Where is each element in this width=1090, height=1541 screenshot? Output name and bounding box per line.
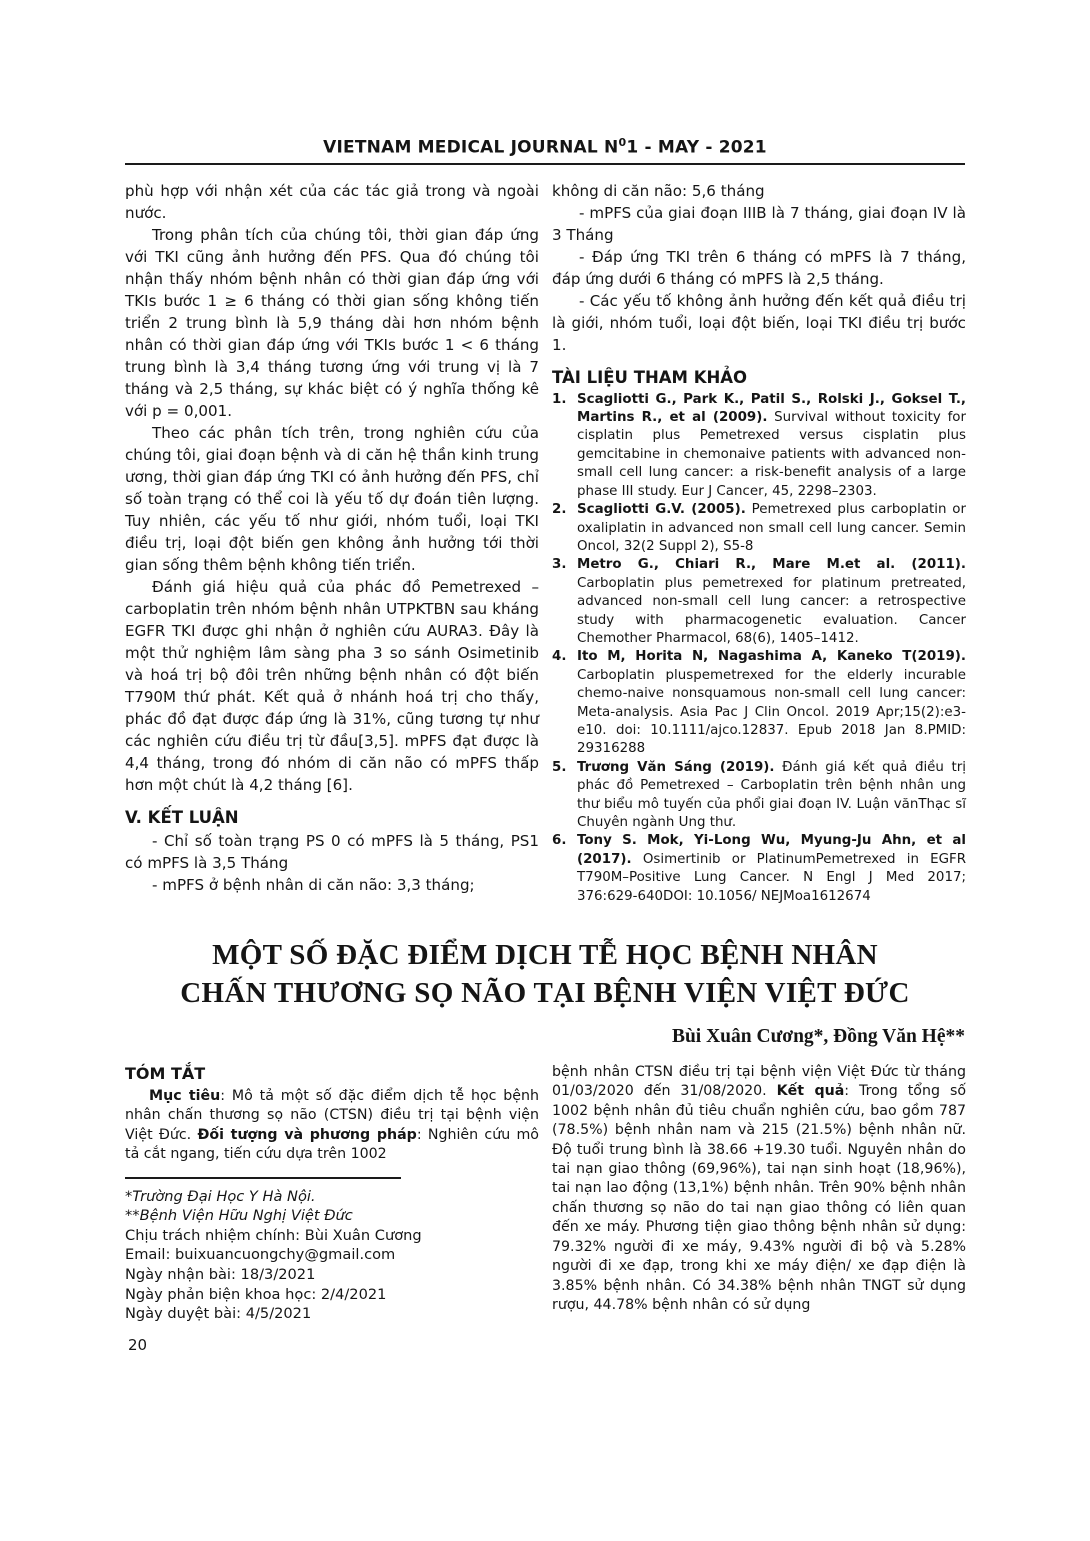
abstract-text: : Nghiên cứu mô tả cắt ngang, tiến cứu dựa trên 1002 [125, 1126, 539, 1163]
article2-authors: Bùi Xuân Cương*, Đồng Văn Hệ** [671, 1026, 965, 1048]
page-number: 20 [128, 1336, 148, 1354]
reference-authors: Trương Văn Sáng (2019). [577, 759, 775, 775]
article2-left-column [125, 1063, 539, 1324]
abstract-text: bệnh nhân CTSN điều trị tại bệnh viện Việt Đức từ tháng 01/03/2020 đến 31/08/2020. [552, 1064, 966, 1100]
reference-body: Carboplatin plus pemetrexed for platinum pretreated, advanced non-small cell lung cancer: a retrospective study with pharmacogenetic evaluation. Cancer Chemother Pharmacol, 68(6), 1405–1412. [577, 575, 966, 646]
abstract-text: : Trong tổng số 1002 bệnh nhân đủ tiêu chuẩn nghiên cứu, bao gồm 787 (78.5%) bệnh nhân nam và 215 (21.5%) bệnh nhân nữ. Độ tuổi trung bình là 38.66 +19.30 tuổi. Nguyên nhân do tai nạn giao thông (69,96%), tai nạn sinh hoạt (18,96%), tai nạn lao động (13,1%) bệnh nhân. Trên 90% bệnh nhân chấn thương sọ não do tai nạn giao thông có liên quan đến xe máy. Phương tiện giao thông bệnh nhân sử dụng: 79.32% người đi xe máy, 9.43% người đi bộ và 5.28% người đi xe đạp, trong khi xe máy điện/ xe đạp điện là 3.85% bệnh nhân. Có 34.38% bệnh nhân TNGT sử dụng rượu, 44.78% bệnh nhân có sử dụng [552, 1083, 967, 1313]
reference-body: Đánh giá kết quả điều trị phác đồ Pemetrexed – Carboplatin trên bệnh nhân ung thư biểu mô tuyến của phổi giai đoạn IV. Luận vănThạc sĩ Chuyên ngành Ung thư. [577, 759, 966, 830]
reference-body: Osimertinib or PlatinumPemetrexed in EGFR T790M–Positive Lung Cancer. N Engl J Med 2017; 376:629-640DOI: 10.1056/ NEJMoa1612674 [577, 851, 966, 904]
reference-number: 1. [552, 391, 567, 407]
footnote-divider [125, 1177, 401, 1179]
footnote-accepted-date: Ngày duyệt bài: 4/5/2021 [125, 1305, 312, 1323]
reference-item [552, 501, 966, 556]
article2-right-column [552, 1063, 966, 1324]
reference-text [577, 648, 966, 758]
footnote-block [125, 1177, 539, 1324]
reference-text [577, 391, 966, 501]
reference-item [552, 648, 966, 758]
reference-text [577, 759, 966, 833]
reference-number: 3. [552, 557, 567, 573]
reference-text [577, 556, 966, 648]
abstract-label-methods: Đối tượng và phương pháp [197, 1126, 417, 1143]
article1-right-column [552, 180, 966, 906]
article2-columns [125, 1063, 965, 1324]
reference-number: 6. [552, 833, 567, 849]
article2-title-line1: MỘT SỐ ĐẶC ĐIỂM DỊCH TỄ HỌC BỆNH NHÂN [212, 939, 878, 972]
reference-text [577, 501, 966, 556]
journal-running-head [125, 136, 965, 165]
article1-left-column [125, 180, 539, 906]
reference-item [552, 556, 966, 648]
abstract-paragraph [125, 1087, 539, 1165]
footnote-affiliation: **Bệnh Viện Hữu Nghị Việt Đức [125, 1207, 353, 1225]
conclusion-item: - mPFS của giai đoạn IIIB là 7 tháng, giai đoạn IV là 3 Tháng [552, 203, 966, 244]
conclusion-item-continuation: không di căn não: 5,6 tháng [552, 181, 765, 200]
reference-authors: Ito M, Horita N, Nagashima A, Kaneko T(2019). [577, 649, 966, 665]
abstract-text: : Mô tả một số đặc điểm dịch tễ học bệnh nhân chấn thương sọ não (CTSN) điều trị tại bệnh viện Việt Đức. [125, 1088, 539, 1143]
conclusion-item: - Đáp ứng TKI trên 6 tháng có mPFS là 7 tháng, đáp ứng dưới 6 tháng có mPFS là 2,5 tháng. [552, 247, 966, 288]
article1-paragraph: Theo các phân tích trên, trong nghiên cứu của chúng tôi, giai đoạn bệnh và di căn hệ thần kinh trung ương, thời gian đáp ứng TKI có ảnh hưởng đến PFS, chỉ số toàn trạng có thể coi là yếu tố dự đoán tiên lượng. Tuy nhiên, các yếu tố như giới, nhóm tuổi, loại TKI điều trị, loại đột biến gen không ảnh hưởng tới thời gian sống thêm bệnh không tiến triển. [125, 423, 539, 574]
reference-authors: Scagliotti G., Park K., Patil S., Rolski J., Goksel T., Martins R., et al (2009). [577, 391, 966, 426]
reference-number: 4. [552, 649, 567, 665]
reference-number: 5. [552, 759, 567, 775]
reference-list [552, 391, 966, 906]
conclusion-item: - Các yếu tố không ảnh hưởng đến kết quả điều trị là giới, nhóm tuổi, loại đột biến, loại TKI điều trị bước 1. [552, 291, 966, 354]
article1-paragraph: Trong phân tích của chúng tôi, thời gian đáp ứng với TKI cũng ảnh hưởng đến PFS. Qua đó chúng tôi nhận thấy nhóm bệnh nhân có thời gian đáp ứng với TKIs bước 1 ≥ 6 tháng có thời gian sống không tiến triển 2 trung bình là 5,9 tháng dài hơn nhóm bệnh nhân có thời gian đáp ứng với TKIs bước 1 < 6 tháng trung bình là 3,4 tháng tương ứng với trung vị là 7 tháng và 2,5 tháng, sự khác biệt có ý nghĩa thống kê với p = 0,001. [125, 225, 539, 420]
conclusion-item: - mPFS ở bệnh nhân di căn não: 3,3 tháng; [152, 875, 475, 894]
article1-paragraph: Đánh giá hiệu quả của phác đồ Pemetrexed – carboplatin trên nhóm bệnh nhân UTPKTBN sau kháng EGFR TKI được ghi nhận ở nghiên cứu AURA3. Đây là một thử nghiệm lâm sàng pha 3 so sánh Osimetinib và hoá trị bộ đôi trên những bệnh nhân có đột biến T790M thứ phát. Kết quả ở nhánh hoá trị cho thấy, phác đồ đạt được đáp ứng là 31%, cũng tương tự như các nghiên cứu điều trị từ đầu[3,5]. mPFS đạt được là 4,4 tháng, trong đó nhóm di căn não có mPFS thấp hơn một chút là 4,2 tháng [6]. [125, 577, 539, 794]
article2-title [125, 936, 965, 1012]
article1-columns [125, 180, 965, 906]
journal-title-suffix: 1 - MAY - 2021 [626, 137, 767, 158]
reference-item [552, 391, 966, 501]
reference-text [577, 832, 966, 906]
article1-paragraph: phù hợp với nhận xét của các tác giả trong và ngoài nước. [125, 181, 539, 222]
reference-body: Carboplatin pluspemetrexed for the elderly incurable chemo-naive nonsquamous non-small cell lung cancer: Meta-analysis. Asia Pac J Clin Oncol. 2019 Apr;15(2):e3-e10. doi: 10.1111/ajco.12837. Epub 2018 Jan 8.PMID: 29316288 [577, 667, 966, 757]
reference-authors: Metro G., Chiari R., Mare M.et al. (2011). [577, 557, 966, 573]
article2-title-line2: CHẤN THƯƠNG SỌ NÃO TẠI BỆNH VIỆN VIỆT ĐỨC [180, 977, 910, 1010]
abstract-label-objective: Mục tiêu [149, 1088, 221, 1105]
reference-authors: Tony S. Mok, Yi-Long Wu, Myung-Ju Ahn, et al (2017). [577, 833, 966, 867]
conclusion-heading: V. KẾT LUẬN [125, 807, 239, 827]
footnote-affiliation: *Trường Đại Học Y Hà Nội. [125, 1187, 316, 1205]
footnote-review-date: Ngày phản biện khoa học: 2/4/2021 [125, 1285, 387, 1303]
reference-body: Survival without toxicity for cisplatin plus Pemetrexed versus cisplatin plus gemcitabine in chemonaive patients with advanced non-small cell lung cancer: a risk-benefit analysis of a large phase III study. Eur J Cancer, 45, 2298–2303. [577, 410, 966, 499]
reference-item [552, 832, 966, 906]
references-heading: TÀI LIỆU THAM KHẢO [552, 367, 748, 387]
footnote-received-date: Ngày nhận bài: 18/3/2021 [125, 1266, 316, 1284]
journal-title-prefix: VIETNAM MEDICAL JOURNAL N [323, 137, 619, 158]
footnote-email: Email: buixuancuongchy@gmail.com [125, 1246, 396, 1264]
abstract-heading: TÓM TẮT [125, 1064, 206, 1084]
abstract-paragraph-continuation [552, 1063, 966, 1315]
journal-title-superscript: 0 [618, 136, 627, 149]
abstract-label-results: Kết quả [776, 1083, 845, 1100]
conclusion-item: - Chỉ số toàn trạng PS 0 có mPFS là 5 tháng, PS1 có mPFS là 3,5 Tháng [125, 831, 539, 872]
reference-item [552, 759, 966, 833]
reference-number: 2. [552, 502, 567, 518]
reference-authors: Scagliotti G.V. (2005). [577, 502, 746, 518]
footnote-corresponding-author: Chịu trách nhiệm chính: Bùi Xuân Cương [125, 1226, 422, 1244]
reference-body: Pemetrexed plus carboplatin or oxaliplatin in advanced non small cell lung cancer. Semin Oncol, 32(2 Suppl 2), S5-8 [577, 502, 967, 554]
